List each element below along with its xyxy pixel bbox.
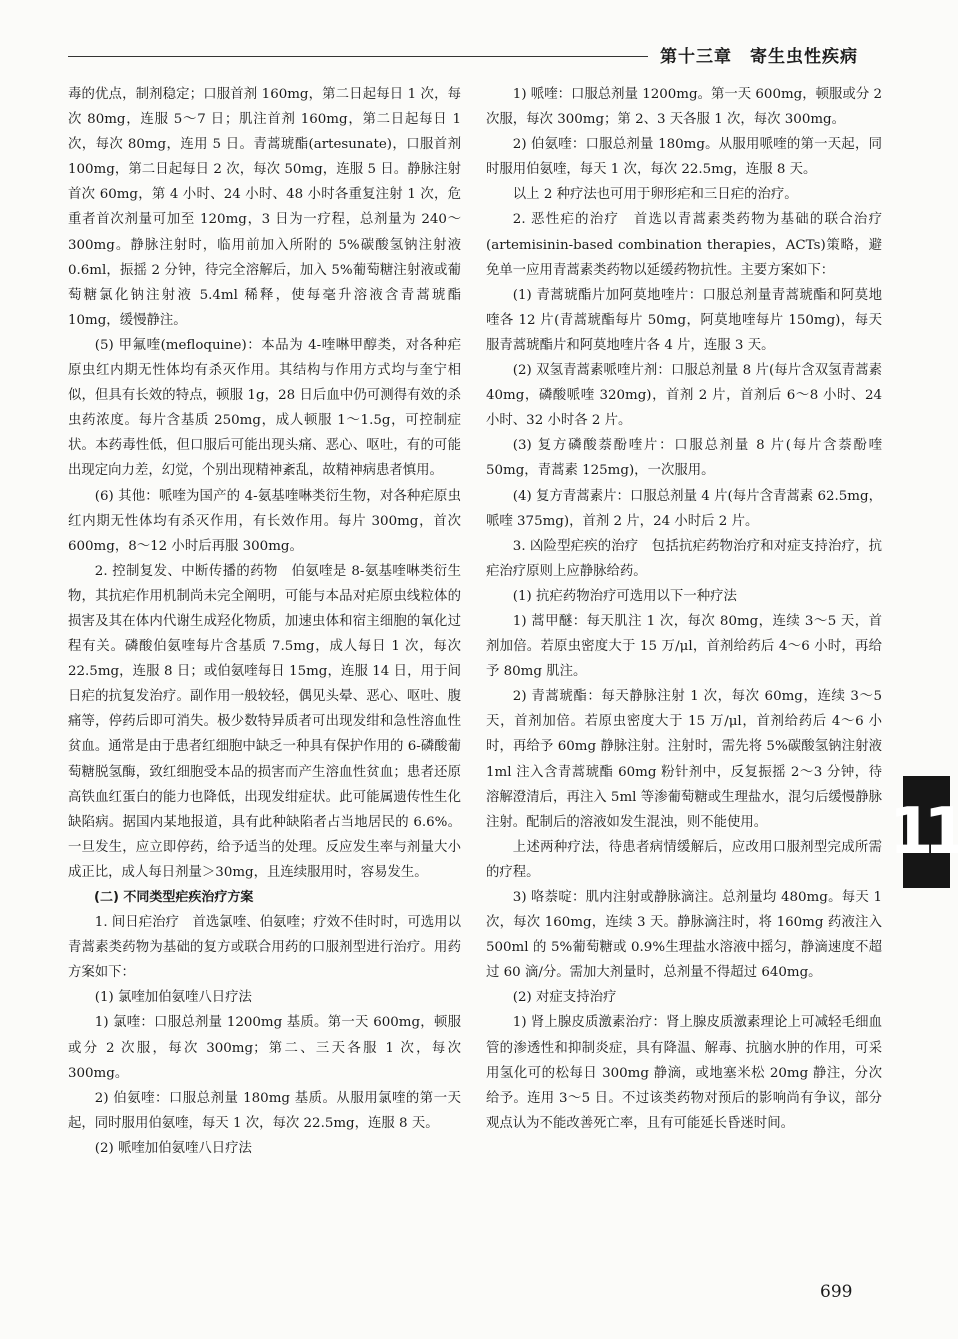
paragraph: (4) 复方青蒿素片：口服总剂量 4 片(每片含青蒿素 62.5mg，哌喹 375mg)，首剂 2 片，24 小时后 2 片。 [486, 488, 882, 529]
paragraph: (3) 复方磷酸萘酚喹片：口服总剂量 8 片(每片含萘酚喹 50mg，青蒿素 125mg)，一次服用。 [486, 438, 882, 479]
chapter-tab: 11 [903, 776, 950, 888]
paragraph: (2) 对症支持治疗 [512, 990, 617, 1006]
paragraph: 3. 凶险型疟疾的治疗 包括抗疟药物治疗和对症支持治疗，抗疟治疗原则上应静脉给药。 [486, 538, 882, 579]
paragraph: 2. 控制复发、中断传播的药物 伯氨喹是 8-氨基喹啉类衍生物，其抗疟作用机制尚未完全阐明，可能与本品对疟原虫线粒体的损害及其在体内代谢生成羟化物质，加速虫体和宿主细胞的氧化过程有关。磷酸伯氨喹每片含基质 7.5mg，成人每日 1 次，每次 22.5mg，连服 8 日；或伯氨喹每日 15mg，连服 14 日，用于间日疟的抗复发治疗。副作用一般较轻，偶见头晕、恶心、呕吐、腹痛等，停药后即可消失。极少数特异质者可出现发绀和急性溶血性贫血。通常是由于患者红细胞中缺乏一种具有保护作用的 6-磷酸葡萄糖脱氢酶，致红细胞受本品的损害而产生溶血性贫血；患者还原高铁血红蛋白的能力也降低，出现发绀症状。此可能属遗传性生化缺陷病。据国内某地报道，具有此种缺陷者占当地居民的 6.6%。一旦发生，应立即停药，给予适当的处理。反应发生率与剂量大小成正比，成人每日剂量＞30mg，且连续服用时，容易发生。 [68, 563, 461, 880]
paragraph: 1) 蒿甲醚：每天肌注 1 次，每次 80mg，连续 3～5 天，首剂加倍。若原虫密度大于 15 万/μl，首剂给药后 4～6 小时，再给予 80mg 肌注。 [486, 613, 882, 680]
paragraph: 1) 哌喹：口服总剂量 1200mg。第一天 600mg，顿服或分 2 次服，每次 300mg；第 2、3 天各服 1 次，每次 300mg。 [486, 87, 882, 128]
paragraph: 2) 青蒿琥酯：每天静脉注射 1 次，每次 60mg，连续 3～5天，首剂加倍。若原虫密度大于 15 万/μl，首剂给药后 4～6 小时，再给予 60mg 静脉注射。注射时，需先将 5%碳酸氢钠注射液 1ml 注入含青蒿琥酯 60mg 粉针剂中，反复振摇 2～3 分钟，待溶解澄清后，再注入 5ml 等渗葡萄糖或生理盐水，混匀后缓慢静脉注射。配制后的溶液如发生混浊，则不能使用。 [486, 689, 882, 830]
paragraph: 以上 2 种疗法也可用于卵形疟和三日疟的治疗。 [512, 187, 798, 203]
paragraph: (2) 双氢青蒿素哌喹片剂：口服总剂量 8 片(每片含双氢青蒿素 40mg，磷酸哌喹 320mg)，首剂 2 片，首剂后 6～8 小时、24 小时、32 小时各 2 片。 [486, 363, 882, 429]
section-heading: (二) 不同类型疟疾治疗方案 [94, 890, 254, 905]
right-text-column [486, 82, 882, 1136]
header-rule [68, 56, 648, 57]
paragraph: 2) 伯氨喹：口服总剂量 180mg 基质。从服用氯喹的第一天起，同时服用伯氨喹，每天 1 次，每次 22.5mg，连服 8 天。 [68, 1090, 461, 1131]
paragraph: (1) 氯喹加伯氨喹八日疗法 [94, 990, 252, 1006]
paragraph: 2. 恶性疟的治疗 首选以青蒿素类药物为基础的联合治疗(artemisinin-based combination therapies，ACTs)策略，避免单一应用青蒿素类药物以延缓药物抗性。主要方案如下： [486, 212, 882, 278]
paragraph: 1) 肾上腺皮质激素治疗：肾上腺皮质激素理论上可减轻毛细血管的渗透性和抑制炎症，具有降温、解毒、抗脑水肿的作用，可采用氢化可的松每日 300mg 静滴，或地塞米松 20mg 静注，分次给予。连用 3～5 日。不过该类药物对预后的影响尚有争议，部分观点认为不能改善死亡率，且有可能延长昏迷时间。 [486, 1015, 882, 1131]
left-text-column [68, 82, 461, 1161]
paragraph: (2) 哌喹加伯氨喹八日疗法 [94, 1140, 252, 1156]
page-number: 699 [820, 1282, 853, 1302]
paragraph: (6) 其他：哌喹为国产的 4-氨基喹啉类衍生物，对各种疟原虫红内期无性体均有杀灭作用，有长效作用。每片 300mg，首次 600mg，8～12 小时后再服 300mg。 [68, 488, 461, 554]
paragraph: 1. 间日疟治疗 首选氯喹、伯氨喹；疗效不佳时时，可选用以青蒿素类药物为基础的复方或联合用药的口服剂型进行治疗。用药方案如下： [68, 915, 461, 981]
paragraph: (1) 青蒿琥酯片加阿莫地喹片：口服总剂量青蒿琥酯和阿莫地喹各 12 片(青蒿琥酯每片 50mg，阿莫地喹每片 150mg)，每天服青蒿琥酯片和阿莫地喹片各 4 片，连服 3 天。 [486, 287, 882, 353]
paragraph: 1) 氯喹：口服总剂量 1200mg 基质。第一天 600mg，顿服或分 2 次服，每次 300mg；第二、三天各服 1 次，每次 300mg。 [68, 1015, 461, 1081]
paragraph: 毒的优点，制剂稳定；口服首剂 160mg，第二日起每日 1 次，每次 80mg，连服 5～7 日；肌注首剂 160mg，第二日起每日 1 次，每次 80mg，连用 5 日。青蒿琥酯(artesunate)，口服首剂 100mg，第二日起每日 2 次，每次 50mg，连服 5 日。静脉注射首次 60mg，第 4 小时、24 小时、48 小时各重复注射 1 次，危重者首次剂量可加至 120mg，3 日为一疗程，总剂量为 240～300mg。静脉注射时，临用前加入所附的 5%碳酸氢钠注射液 0.6ml，振摇 2 分钟，待完全溶解后，加入 5%葡萄糖注射液或葡萄糖氯化钠注射液 5.4ml 稀释，使每毫升溶液含青蒿琥酯 10mg，缓慢静注。 [68, 87, 461, 328]
paragraph: 3) 咯萘啶：肌内注射或静脉滴注。总剂量均 480mg。每天 1 次，每次 160mg，连续 3 天。静脉滴注时，将 160mg 药液注入 500ml 的 5%葡萄糖或 0.9%生理盐水溶液中摇匀，静滴速度不超过 60 滴/分。需加大剂量时，总剂量不得超过 640mg。 [486, 890, 882, 981]
paragraph: 2) 伯氨喹：口服总剂量 180mg。从服用哌喹的第一天起，同时服用伯氨喹，每天 1 次，每次 22.5mg，连服 8 天。 [486, 137, 882, 178]
paragraph: (5) 甲氟喹(mefloquine)：本品为 4-喹啉甲醇类，对各种疟原虫红内期无性体均有杀灭作用。其结构与作用方式均与奎宁相似，但具有长效的特点，顿服 1g，28 日后血中仍可测得有效的杀虫药浓度。每片含基质 250mg，成人顿服 1～1.5g，可控制症状。本药毒性低，但口服后可能出现头痛、恶心、呕吐，有的可能出现定向力差，幻觉，个别出现精神紊乱，故精神病患者慎用。 [68, 337, 461, 479]
chapter-header-title: 第十三章 寄生虫性疾病 [660, 47, 858, 67]
paragraph: 上述两种疗法，待患者病情缓解后，应改用口服剂型完成所需的疗程。 [486, 839, 882, 880]
paragraph: (1) 抗疟药物治疗可选用以下一种疗法 [512, 588, 737, 604]
